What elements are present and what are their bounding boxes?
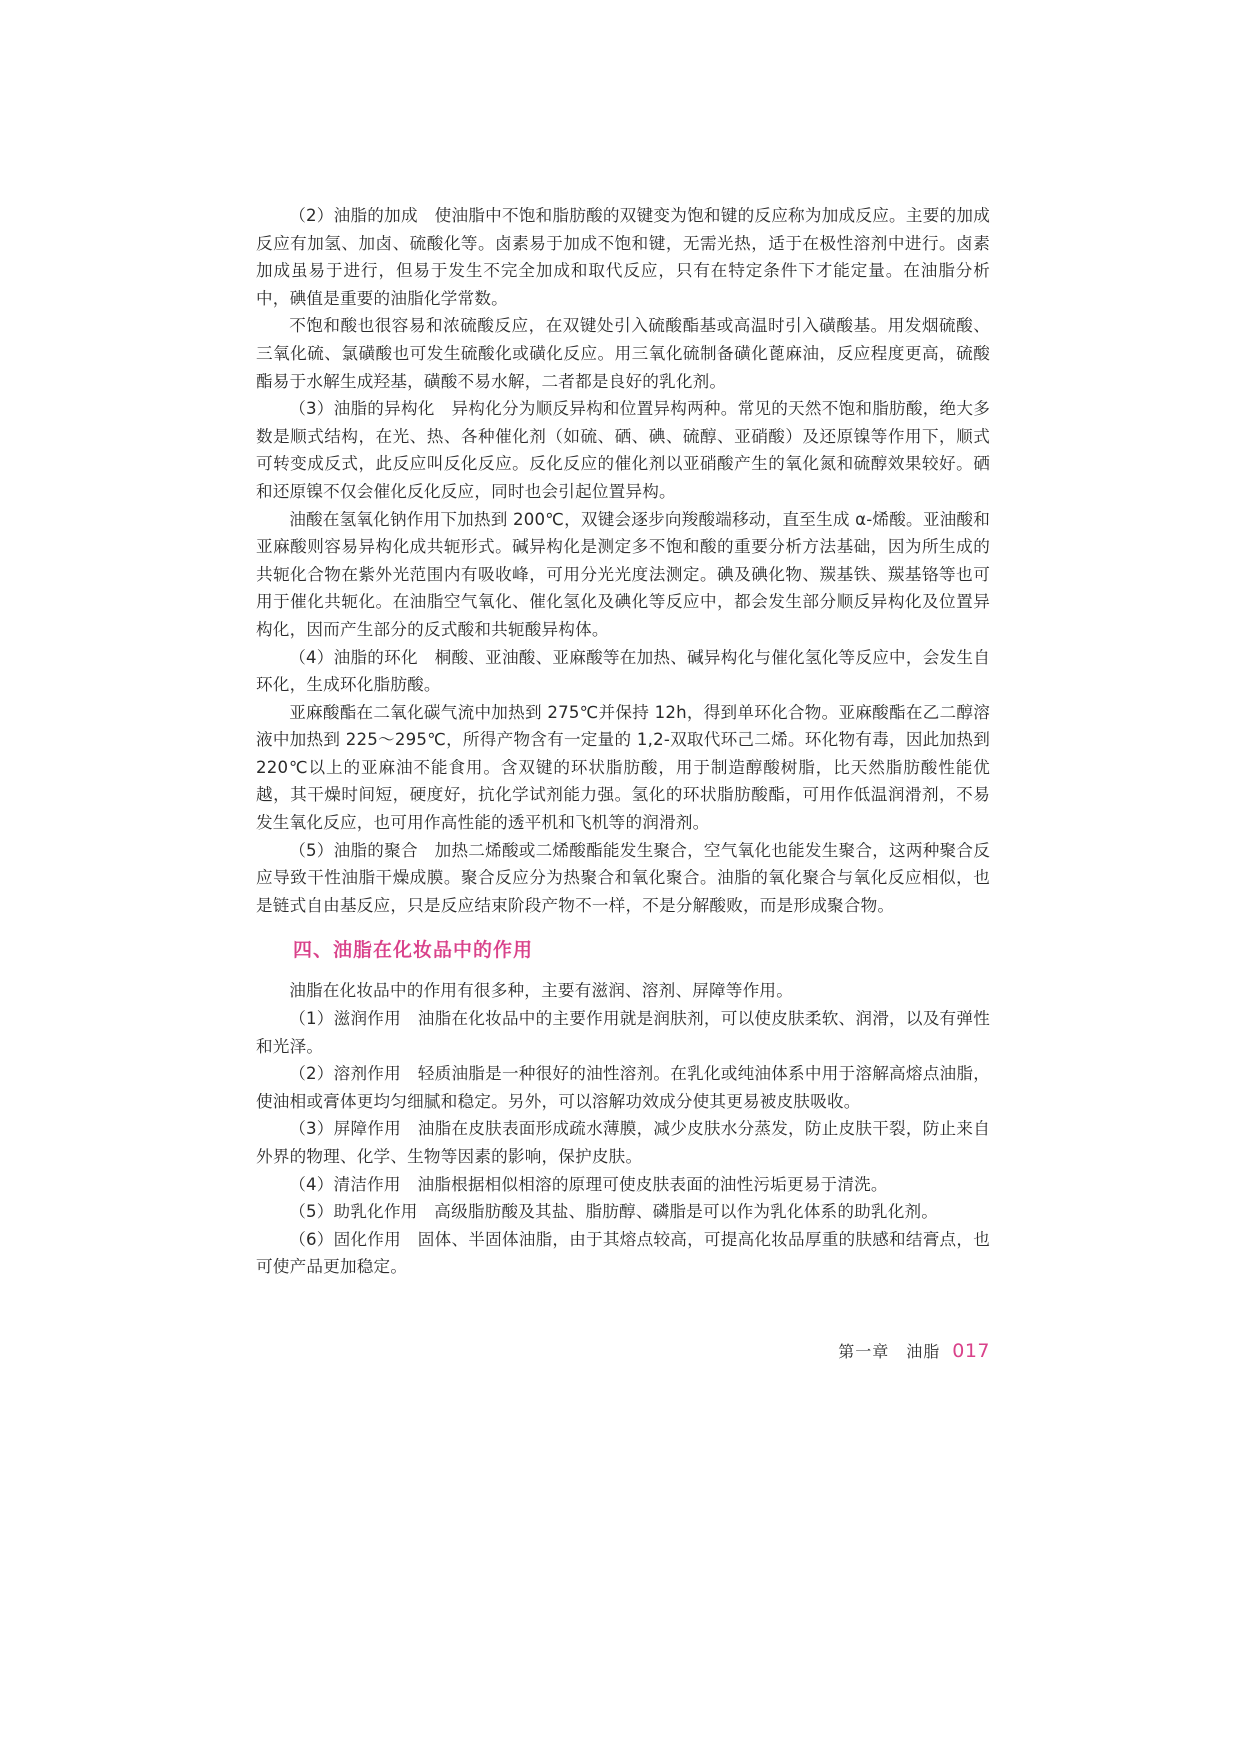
paragraph-polymerization: （5）油脂的聚合 加热二烯酸或二烯酸酯能发生聚合，空气氧化也能发生聚合，这两种聚合反应导致干性油脂干燥成膜。聚合反应分为热聚合和氧化聚合。油脂的氧化聚合与氧化反应相似，也是链式自由基反应，只是反应结束阶段产物不一样，不是分解酸败，而是形成聚合物。 (256, 840, 990, 915)
paragraph-conjugation: 油酸在氢氧化钠作用下加热到 200℃，双键会逐步向羧酸端移动，直至生成 α-烯酸。亚油酸和亚麻酸则容易异构化成共轭形式。碱异构化是测定多不饱和酸的重要分析方法基础，因为所生成的共轭化合物在紫外光范围内有吸收峰，可用分光光度法测定。碘及碘化物、羰基铁、羰基铬等也可用于催化共轭化。在油脂空气氧化、催化氢化及碘化等反应中，都会发生部分顺反异构化及位置异构化，因而产生部分的反式酸和共轭酸异构体。 (256, 509, 990, 639)
page-body (256, 202, 990, 1281)
paragraph-roles-intro: 油脂在化妆品中的作用有很多种，主要有滋润、溶剂、屏障等作用。 (289, 981, 793, 1001)
paragraph-sulfation: 不饱和酸也很容易和浓硫酸反应，在双键处引入硫酸酯基或高温时引入磺酸基。用发烟硫酸、三氧化硫、氯磺酸也可发生硫酸化或磺化反应。用三氧化硫制备磺化蓖麻油，反应程度更高，硫酸酯易于水解生成羟基，磺酸不易水解，二者都是良好的乳化剂。 (256, 316, 990, 391)
page-footer (256, 1338, 990, 1365)
paragraph-isomerization: （3）油脂的异构化 异构化分为顺反异构和位置异构两种。常见的天然不饱和脂肪酸，绝大多数是顺式结构，在光、热、各种催化剂（如硫、硒、碘、硫醇、亚硝酸）及还原镍等作用下，顺式可转变成反式，此反应叫反化反应。反化反应的催化剂以亚硝酸产生的氧化氮和硫醇效果较好。硒和还原镍不仅会催化反化反应，同时也会引起位置异构。 (256, 399, 990, 501)
paragraph-addition: （2）油脂的加成 使油脂中不饱和脂肪酸的双键变为饱和键的反应称为加成反应。主要的加成反应有加氢、加卤、硫酸化等。卤素易于加成不饱和键，无需光热，适于在极性溶剂中进行。卤素加成虽易于进行，但易于发生不完全加成和取代反应，只有在特定条件下才能定量。在油脂分析中，碘值是重要的油脂化学常数。 (256, 206, 990, 308)
chapter-label: 第一章 油脂 (838, 1342, 941, 1361)
paragraph-role-barrier: （3）屏障作用 油脂在皮肤表面形成疏水薄膜，减少皮肤水分蒸发，防止皮肤干裂，防止来自外界的物理、化学、生物等因素的影响，保护皮肤。 (256, 1119, 990, 1166)
paragraph-linolenate-cyclization: 亚麻酸酯在二氧化碳气流中加热到 275℃并保持 12h，得到单环化合物。亚麻酸酯在乙二醇溶液中加热到 225～295℃，所得产物含有一定量的 1,2-双取代环己二烯。环化物有毒，因此加热到 220℃以上的亚麻油不能食用。含双键的环状脂肪酸，用于制造醇酸树脂，比天然脂肪酸性能优越，其干燥时间短，硬度好，抗化学试剂能力强。氢化的环状脂肪酸酯，可用作低温润滑剂，不易发生氧化反应，也可用作高性能的透平机和飞机等的润滑剂。 (256, 702, 990, 833)
paragraph-role-moisturizing: （1）滋润作用 油脂在化妆品中的主要作用就是润肤剂，可以使皮肤柔软、润滑，以及有弹性和光泽。 (256, 1009, 990, 1056)
paragraph-cyclization: （4）油脂的环化 桐酸、亚油酸、亚麻酸等在加热、碱异构化与催化氢化等反应中，会发生自环化，生成环化脂肪酸。 (256, 647, 990, 695)
paragraph-role-solvent: （2）溶剂作用 轻质油脂是一种很好的油性溶剂。在乳化或纯油体系中用于溶解高熔点油脂，使油相或膏体更均匀细腻和稳定。另外，可以溶解功效成分使其更易被皮肤吸收。 (256, 1064, 990, 1111)
page-number: 017 (952, 1340, 990, 1362)
paragraph-role-cleansing: （4）清洁作用 油脂根据相似相溶的原理可使皮肤表面的油性污垢更易于清洗。 (289, 1174, 888, 1194)
paragraph-role-solidifying: （6）固化作用 固体、半固体油脂，由于其熔点较高，可提高化妆品厚重的肤感和结膏点，也可使产品更加稳定。 (256, 1229, 990, 1277)
section-heading: 四、油脂在化妆品中的作用 (293, 939, 534, 962)
paragraph-role-co-emulsifier: （5）助乳化作用 高级脂肪酸及其盐、脂肪醇、磷脂是可以作为乳化体系的助乳化剂。 (289, 1202, 939, 1222)
